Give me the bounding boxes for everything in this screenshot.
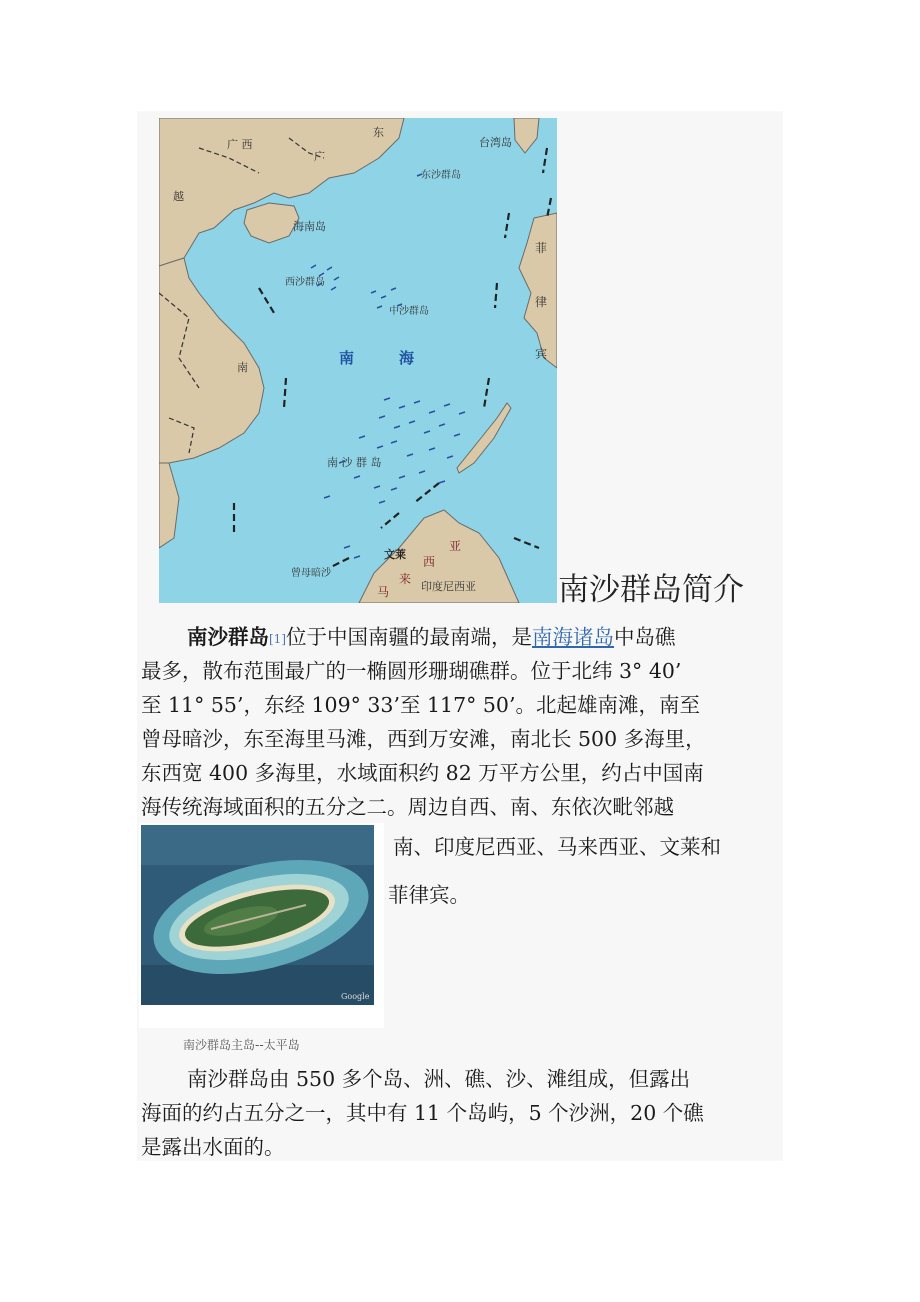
- term-nansha: 南沙群岛: [187, 625, 269, 649]
- paragraph1-line8: 菲律宾。: [388, 883, 470, 907]
- google-watermark: Google: [341, 992, 370, 1001]
- paragraph2-line1: 南沙群岛由 550 多个岛、洲、礁、沙、滩组成，但露出: [187, 1067, 691, 1091]
- map-label-nansha: 南 沙 群 岛: [327, 456, 382, 469]
- map-label-xi: 西: [423, 555, 436, 569]
- map-label-yindunixiya: 印度尼西亚: [421, 580, 476, 593]
- paragraph1-line5: 东西宽 400 多海里，水域面积约 82 万平方公里，约占中国南: [141, 761, 704, 785]
- paragraph1-line7: 南、印度尼西亚、马来西亚、文莱和: [393, 835, 721, 859]
- map-label-guangxi: 广 西: [227, 138, 253, 151]
- map-label-lai: 来: [399, 572, 412, 586]
- map-label-nanhai-hai: 海: [399, 349, 415, 367]
- paragraph1-line1-text-b: 中岛礁: [614, 625, 676, 649]
- paragraph1-line6: 海传统海域面积的五分之二。周边自西、南、东依次毗邻越: [141, 795, 674, 819]
- paragraph1-line3: 至 11° 55’，东经 109° 33’至 117° 50’。北起雄南滩，南至: [141, 693, 700, 717]
- taiping-island-photo: [141, 825, 374, 1005]
- paragraph2-line3: 是露出水面的。: [141, 1135, 285, 1159]
- map-label-ya: 亚: [449, 539, 462, 553]
- map-label-yue: 越: [173, 190, 184, 203]
- photo-caption: 南沙群岛主岛--太平岛: [183, 1038, 300, 1052]
- paragraph1-line1: [187, 620, 676, 654]
- map-label-taiwan: 台湾岛: [479, 136, 512, 149]
- map-label-zhongsha: 中沙群岛: [389, 306, 429, 317]
- paragraph2-line2: 海面的约占五分之一，其中有 11 个岛屿，5 个沙洲，20 个礁: [141, 1101, 704, 1125]
- map-label-guang: 广: [314, 150, 325, 163]
- south-china-sea-map: [159, 118, 557, 603]
- map-label-lv: 律: [535, 295, 548, 309]
- map-label-zengmu: 曾母暗沙: [291, 568, 331, 579]
- map-label-hainan: 海南岛: [293, 220, 326, 233]
- reference-link[interactable]: [1]: [269, 632, 286, 646]
- map-label-fei: 菲: [535, 241, 548, 255]
- map-label-bin: 宾: [535, 347, 548, 361]
- map-label-xisha: 西沙群岛: [285, 277, 325, 288]
- nanhai-zhudao-link[interactable]: 南海诸岛: [532, 625, 614, 649]
- map-label-ma: 马: [377, 585, 390, 599]
- paragraph1-line4: 曾母暗沙，东至海里马滩，西到万安滩，南北长 500 多海里，: [141, 727, 706, 751]
- map-label-dongsha: 东沙群岛: [421, 170, 461, 181]
- paragraph1-line2: 最多，散布范围最广的一椭圆形珊瑚礁群。位于北纬 3° 40’: [141, 659, 682, 683]
- article-title: 南沙群岛简介: [558, 572, 744, 608]
- paragraph1-line1-text-a: 位于中国南疆的最南端，是: [286, 625, 532, 649]
- map-label-wenlai: 文莱: [384, 548, 406, 561]
- map-label-nanhai-nan: 南: [339, 349, 355, 367]
- map-label-nan-left: 南: [237, 361, 248, 374]
- map-label-dong: 东: [373, 126, 384, 139]
